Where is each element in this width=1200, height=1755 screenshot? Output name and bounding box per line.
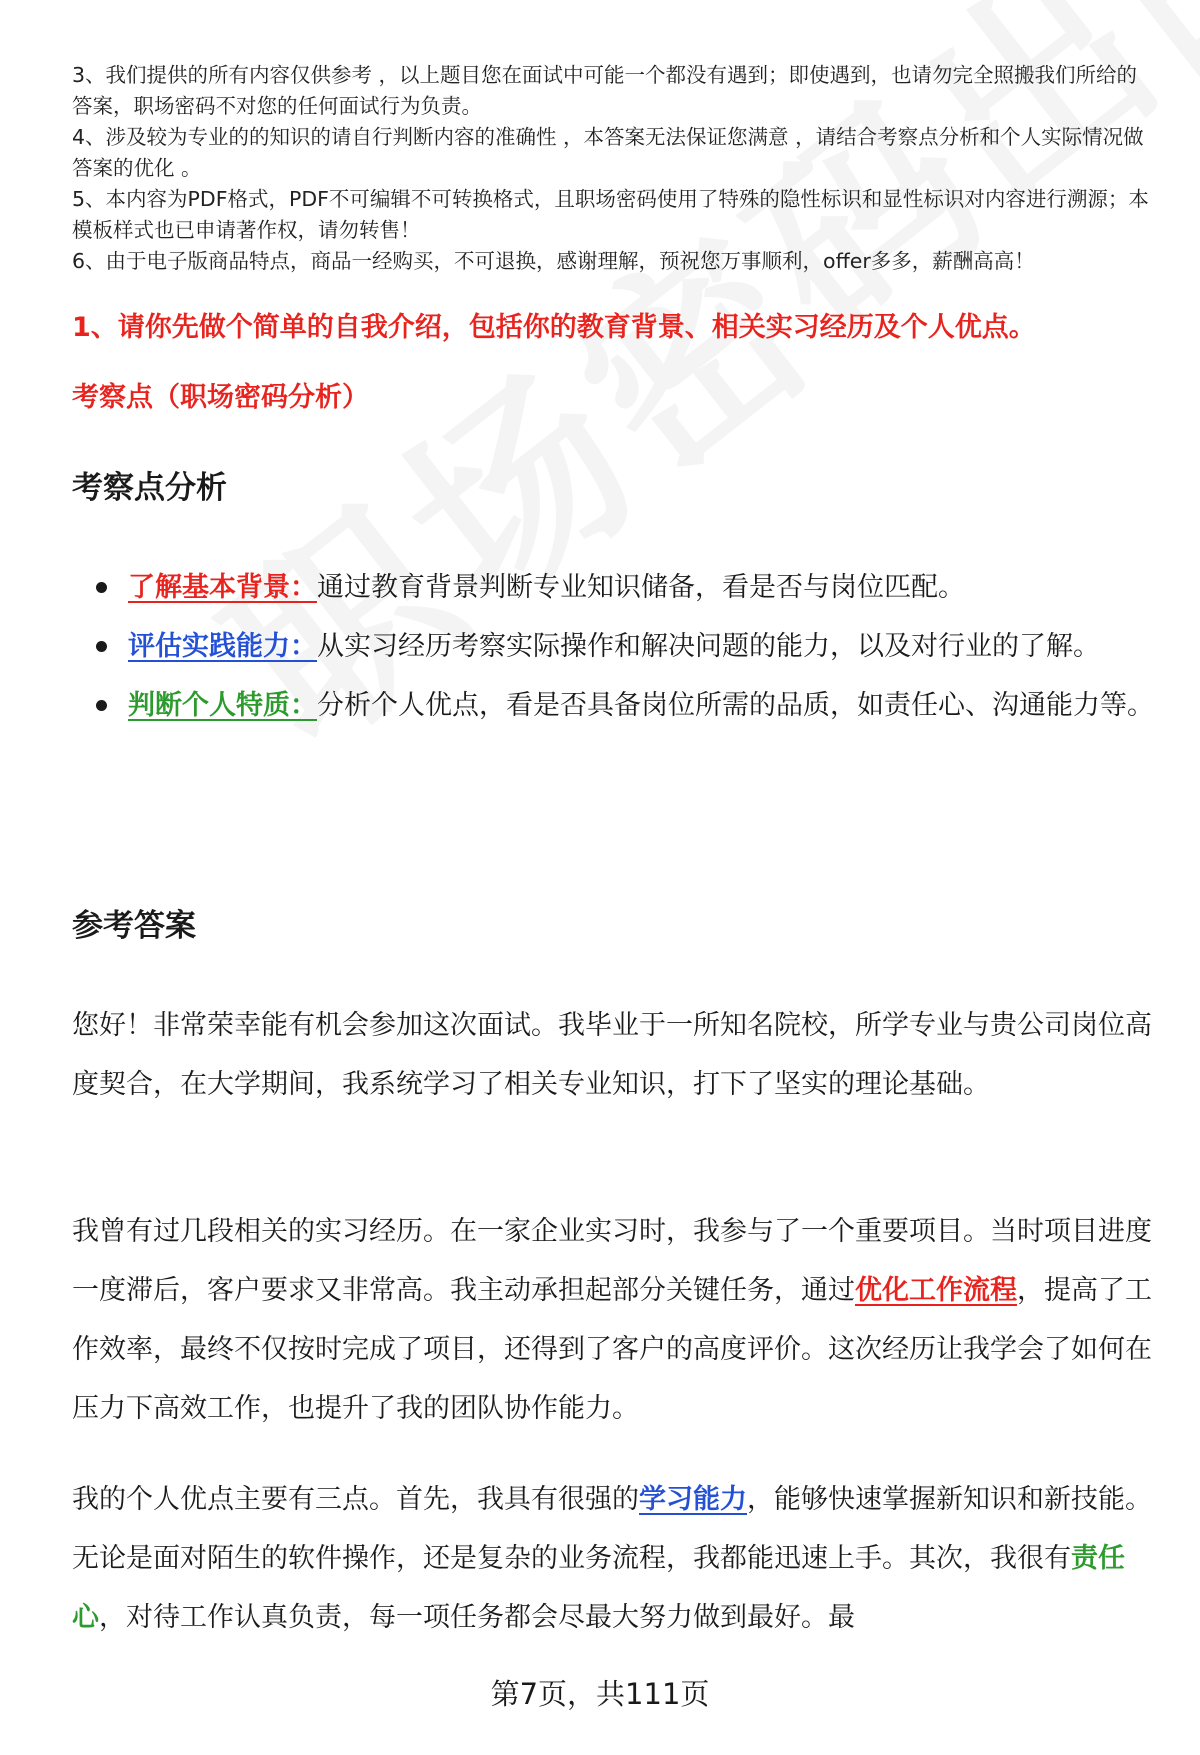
analysis-item [96, 617, 1156, 676]
analysis-keyword: 判断个人特质： [128, 690, 317, 721]
analysis-keyword: 评估实践能力： [128, 631, 317, 662]
highlight-keyword: 责任心 [72, 1543, 1125, 1633]
page-number: 第7页，共111页 [490, 1677, 710, 1711]
paragraph-text: 我曾有过几段相关的实习经历。在一家企业实习时，我参与了一个重要项目。当时项目进度一度滞后，客户要求又非常高。我主动承担起部分关键任务，通过 [72, 1216, 1152, 1306]
answer-heading: 参考答案 [72, 908, 196, 944]
paragraph-text: 我的个人优点主要有三点。首先，我具有很强的 [72, 1484, 639, 1515]
paragraph-text: ，能够快速掌握新知识和新技能。无论是面对陌生的软件操作，还是复杂的业务流程，我都能迅速上手。其次，我很有 [72, 1484, 1152, 1574]
answer-paragraph [72, 1470, 1157, 1647]
analysis-item [96, 558, 1156, 617]
analysis-text: 通过教育背景判断专业知识储备，看是否与岗位匹配。 [317, 572, 965, 603]
analysis-heading: 考察点分析 [72, 470, 227, 506]
notice-item: 3、我们提供的所有内容仅供参考 ，以上题目您在面试中可能一个都没有遇到；即使遇到，也请勿完全照搬我们所给的答案，职场密码不对您的任何面试行为负责。 [72, 63, 1138, 118]
notice-item: 4、涉及较为专业的的知识的请自行判断内容的准确性 ，本答案无法保证您满意 ，请结合考察点分析和个人实际情况做答案的优化 。 [72, 125, 1144, 180]
highlight-keyword: 优化工作流程 [855, 1275, 1017, 1306]
question-title: 1、请你先做个简单的自我介绍，包括你的教育背景、相关实习经历及个人优点。 [72, 312, 1036, 343]
analysis-list [96, 558, 1156, 735]
notice-list [72, 60, 1157, 277]
notice-item: 6、由于电子版商品特点，商品一经购买，不可退换，感谢理解，预祝您万事顺利，offer多多，薪酬高高！ [72, 249, 1035, 273]
notice-item: 5、本内容为PDF格式，PDF不可编辑不可转换格式，且职场密码使用了特殊的隐性标识和显性标识对内容进行溯源；本模板样式也已申请著作权，请勿转售！ [72, 187, 1149, 242]
analysis-text: 从实习经历考察实际操作和解决问题的能力，以及对行业的了解。 [317, 631, 1100, 662]
paragraph-text: ，提高了工作效率，最终不仅按时完成了项目，还得到了客户的高度评价。这次经历让我学会了如何在压力下高效工作，也提升了我的团队协作能力。 [72, 1275, 1152, 1424]
analysis-keyword: 了解基本背景： [128, 572, 317, 603]
answer-paragraph [72, 1202, 1157, 1438]
highlight-keyword: 学习能力 [639, 1484, 747, 1515]
paragraph-text: ，对待工作认真负责，每一项任务都会尽最大努力做到最好。最 [99, 1602, 855, 1633]
question-subhead: 考察点（职场密码分析） [72, 382, 369, 413]
analysis-item [96, 676, 1156, 735]
analysis-text: 分析个人优点，看是否具备岗位所需的品质，如责任心、沟通能力等。 [317, 690, 1154, 721]
answer-paragraph: 您好！非常荣幸能有机会参加这次面试。我毕业于一所知名院校，所学专业与贵公司岗位高度契合，在大学期间，我系统学习了相关专业知识，打下了坚实的理论基础。 [72, 1010, 1152, 1100]
